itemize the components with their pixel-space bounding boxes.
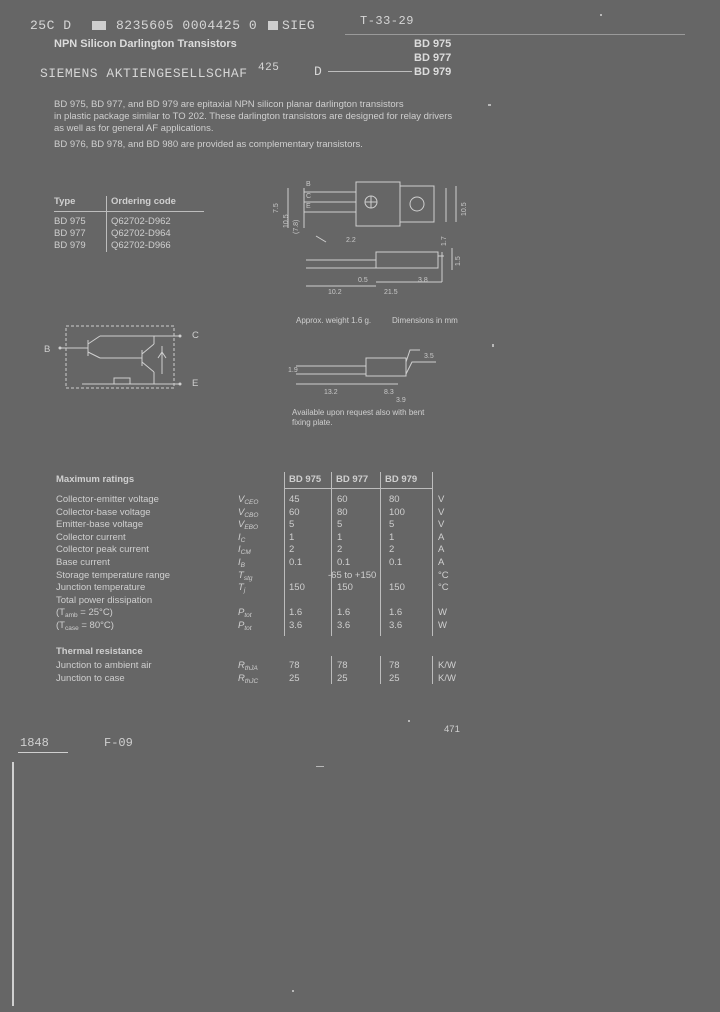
ratings-symbol: $I_C$ [238, 531, 246, 544]
company-line: SIEMENS AKTIENGESELLSCHAF [40, 66, 248, 81]
ratings-divider-1 [284, 472, 285, 636]
ratings-value: 3.6 [289, 620, 303, 631]
ratings-value: 1.6 [389, 607, 403, 619]
thermal-divider-1 [331, 656, 332, 684]
thermal-name: Junction to case [56, 673, 125, 684]
ratings-name: Collector-base voltage [56, 506, 151, 518]
ratings-name: Collector peak current [56, 544, 149, 556]
ratings-value: 1 [389, 531, 395, 543]
ratings-symbol: $P_{tot}$ [238, 607, 252, 620]
ratings-symbol: $T_{stg}$ [238, 569, 253, 582]
ratings-unit: W [438, 607, 447, 619]
intro-line-4: BD 976, BD 978, and BD 980 are provided as complementary transistors. [54, 139, 363, 150]
ratings-value: 150 [389, 582, 405, 594]
thermal-title: Thermal resistance [56, 646, 143, 657]
ratings-value: 150 [337, 582, 353, 594]
bent-plate-note-1: Available upon request also with bent [292, 408, 425, 417]
ratings-unit: °C [438, 582, 449, 594]
circuit-schematic [52, 322, 182, 392]
intro-line-1: BD 975, BD 977, and BD 979 are epitaxial NPN silicon planar darlington transistors [54, 99, 404, 110]
ratings-value: 1.6 [337, 607, 351, 619]
ratings-value: 2 [289, 544, 295, 556]
ordering-code-1: Q62702-D962 [111, 216, 171, 227]
bent-dim-4: 3.5 [424, 353, 434, 360]
ratings-value: 150 [289, 582, 305, 594]
thermal-value: 25 [289, 673, 300, 684]
ratings-value: 3.6 [389, 620, 403, 631]
thermal-value: 25 [337, 673, 348, 684]
ratings-value: 60 [289, 506, 300, 518]
ratings-name: Junction temperature [56, 582, 146, 594]
package-outline-drawing [266, 178, 466, 308]
ratings-value: 3.6 [337, 620, 351, 631]
ratings-symbol: $V_{CBO}$ [238, 506, 259, 519]
ratings-value: 0.1 [337, 557, 351, 568]
ratings-name: Storage temperature range [56, 569, 171, 581]
scan-speck [292, 990, 294, 992]
ratings-name: Base current [56, 557, 110, 568]
ratings-unit: V [438, 506, 445, 518]
dim-label-11: 3.8 [418, 277, 428, 284]
ratings-symbol: $V_{EBO}$ [238, 519, 259, 532]
ratings-col-3: BD 979 [385, 474, 418, 485]
ordering-code-3: Q62702-D966 [111, 240, 171, 251]
circuit-label-c: C [192, 330, 199, 341]
handwritten-code: F-09 [104, 736, 133, 750]
thermal-value: 78 [289, 660, 300, 671]
scan-speck [488, 104, 491, 106]
ratings-value: 2 [389, 544, 395, 556]
ratings-header-rule [284, 488, 432, 489]
thermal-name: Junction to ambient air [56, 660, 152, 671]
pin-label-b: B [306, 181, 311, 188]
dim-label-10: 0.5 [358, 277, 368, 284]
part-number-2: BD 977 [414, 52, 452, 64]
thermal-symbol: $R_{thJC}$ [238, 673, 259, 685]
bent-dim-5: 3.9 [396, 397, 406, 404]
weight-note: Approx. weight 1.6 g. [296, 316, 372, 325]
ratings-unit: °C [438, 569, 449, 581]
ratings-value: 5 [337, 519, 343, 531]
intro-line-3: as well as for general AF applications. [54, 123, 214, 134]
ratings-divider-3 [380, 472, 381, 636]
thermal-symbol: $R_{thJA}$ [238, 660, 258, 672]
intro-line-2: in plastic package similar to TO 202. These darlington transistors are designed for relay drivers [54, 111, 453, 122]
thermal-value: 25 [389, 673, 400, 684]
ratings-name: $(T_{amb} = 25^\circ C)$ [56, 607, 113, 620]
part-number-3: BD 979 [414, 66, 452, 78]
circuit-label-b: B [44, 344, 51, 355]
dim-label-7: 1.5 [455, 256, 462, 266]
scan-speck [316, 766, 324, 767]
ordering-code-2: Q62702-D964 [111, 228, 171, 239]
ratings-value: -65 to +150 [328, 569, 377, 581]
page-number: 471 [444, 724, 460, 735]
scan-speck [492, 344, 494, 347]
header-rule [345, 34, 685, 35]
ratings-symbol: $I_{CM}$ [238, 544, 251, 557]
dim-label-5: 10.5 [461, 202, 468, 216]
dim-label-8: 10.2 [328, 289, 342, 296]
thermal-divider-3 [432, 656, 433, 684]
scan-header-tag: T-33-29 [360, 14, 414, 28]
ratings-name: Emitter-base voltage [56, 519, 144, 531]
ratings-value: 100 [389, 506, 405, 518]
ordering-col-code: Ordering code [111, 196, 176, 207]
ratings-unit: V [438, 519, 445, 531]
handwritten-underline [18, 752, 68, 753]
scan-block-mark [92, 21, 106, 30]
circuit-label-e: E [192, 378, 199, 389]
ratings-value: 2 [337, 544, 343, 556]
ratings-unit: A [438, 557, 445, 568]
ratings-unit: A [438, 531, 445, 543]
ratings-value: 45 [289, 494, 300, 505]
scan-speck [600, 14, 602, 16]
company-letter: D [314, 64, 323, 79]
bent-dim-2: 13.2 [324, 389, 338, 396]
ordering-type-1: BD 975 [54, 216, 86, 227]
ratings-name: $(T_{case} = 80^\circ C)$ [56, 620, 114, 632]
ratings-value: 0.1 [289, 557, 303, 568]
scan-header-company: SIEG [282, 18, 316, 33]
page-title: NPN Silicon Darlington Transistors [54, 38, 237, 50]
scan-edge-line [12, 762, 14, 1006]
scan-header-prefix: 25C D [30, 18, 72, 33]
ratings-value: 80 [337, 506, 348, 518]
ratings-symbol: $P_{tot}$ [238, 620, 252, 632]
ratings-title: Maximum ratings [56, 474, 135, 485]
ratings-col-1: BD 975 [289, 474, 322, 485]
ratings-value: 0.1 [389, 557, 403, 568]
ratings-value: 1 [289, 531, 295, 543]
scan-header-code: 8235605 0004425 0 [116, 18, 258, 33]
dim-label-3: (7.8) [293, 219, 300, 234]
thermal-unit: K/W [438, 673, 456, 684]
ordering-col-divider [106, 196, 107, 252]
bent-dim-1: 1.9 [288, 367, 298, 374]
ratings-symbol: $V_{CEO}$ [238, 494, 259, 506]
ratings-unit: W [438, 620, 447, 631]
bent-plate-drawing [286, 344, 456, 404]
ordering-type-3: BD 979 [54, 240, 86, 251]
dim-label-2: 10.5 [283, 214, 290, 228]
company-code: 425 [258, 62, 280, 74]
dim-label-4: 2.2 [346, 237, 356, 244]
ratings-symbol: $I_B$ [238, 557, 245, 569]
handwritten-number: 1848 [20, 736, 49, 750]
dim-label-9: 21.5 [384, 289, 398, 296]
ratings-value: 5 [389, 519, 395, 531]
thermal-value: 78 [389, 660, 400, 671]
ordering-type-2: BD 977 [54, 228, 86, 239]
ratings-value: 1.6 [289, 607, 303, 619]
thermal-divider-2 [380, 656, 381, 684]
bent-plate-note-2: fixing plate. [292, 418, 333, 427]
scan-block-mark-2 [268, 21, 278, 30]
ratings-divider-4 [432, 472, 433, 636]
ratings-symbol: $T_j$ [238, 582, 246, 595]
thermal-value: 78 [337, 660, 348, 671]
ratings-col-2: BD 977 [336, 474, 369, 485]
bent-dim-3: 8.3 [384, 389, 394, 396]
ratings-value: 5 [289, 519, 295, 531]
dimensions-note: Dimensions in mm [392, 316, 458, 325]
ratings-value: 60 [337, 494, 348, 505]
ratings-value: 1 [337, 531, 343, 543]
scan-speck [408, 720, 410, 722]
pin-label-e: E [306, 203, 311, 210]
ordering-header-rule [54, 211, 204, 212]
ratings-name: Total power dissipation [56, 594, 153, 606]
ratings-unit: V [438, 494, 445, 505]
ratings-name: Collector-emitter voltage [56, 494, 159, 505]
ordering-col-type: Type [54, 196, 76, 207]
ratings-unit: A [438, 544, 445, 556]
dim-label-6: 1.7 [441, 236, 448, 246]
ratings-divider-2 [331, 472, 332, 636]
thermal-unit: K/W [438, 660, 456, 671]
ratings-value: 80 [389, 494, 400, 505]
dim-label-1: 7.5 [273, 203, 280, 213]
ratings-name: Collector current [56, 531, 126, 543]
company-rule [328, 71, 412, 72]
part-number-1: BD 975 [414, 38, 452, 50]
pin-label-c: C [306, 193, 312, 200]
